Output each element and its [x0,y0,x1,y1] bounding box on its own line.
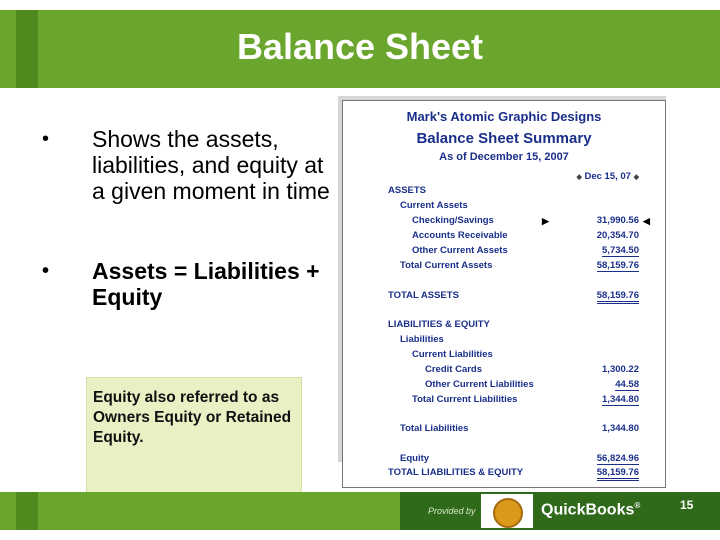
report-row[interactable] [343,260,665,274]
row-label: TOTAL ASSETS [388,290,459,301]
balance-sheet-report [342,100,666,488]
report-row[interactable] [343,364,665,378]
triangle-left-icon: ◀ [643,216,650,226]
bullet-dot: • [42,128,50,150]
report-row[interactable] [343,453,665,467]
row-label: Current Assets [400,200,468,211]
quickbooks-logo-icon [481,494,533,528]
footer-stripe [16,492,38,530]
row-label: ASSETS [388,185,427,196]
report-date: As of December 15, 2007 [439,151,569,163]
row-label: Current Liabilities [412,349,493,360]
report-row-selected[interactable] [343,215,665,229]
brand-name: QuickBooks [541,501,635,519]
row-label: Other Current Liabilities [425,379,534,390]
row-value: 58,159.76 [596,260,639,271]
row-label: TOTAL LIABILITIES & EQUITY [388,467,524,478]
quickbooks-brand [541,501,640,519]
equity-note-box [86,377,302,503]
row-value: 1,344.80 [602,423,639,434]
report-row [343,349,665,363]
row-label: Checking/Savings [412,215,494,226]
report-row [343,200,665,214]
bullet-text: Assets = Liabilities + Equity [92,258,320,310]
bullet-item [30,126,335,258]
column-header-label: Dec 15, 07 [584,171,631,182]
row-value: 1,300.22 [602,364,639,375]
bullet-text: Shows the assets, liabilities, and equity at a given moment in time [92,126,330,204]
row-label: LIABILITIES & EQUITY [388,319,490,330]
report-row[interactable] [343,423,665,437]
bullet-list [30,126,335,310]
diamond-icon: ◆ [576,174,582,181]
report-row[interactable] [343,467,665,481]
row-label: Total Liabilities [400,423,469,434]
row-value: 31,990.56 [596,215,639,226]
footer-bar [0,492,720,530]
row-value: 1,344.80 [602,394,639,405]
report-row [343,334,665,348]
row-value: 58,159.76 [597,290,639,304]
row-label: Credit Cards [425,364,483,375]
equity-note-text: Equity also referred to as Owners Equity or Retained Equity. [93,389,292,446]
report-row[interactable] [343,394,665,408]
report-row[interactable] [343,230,665,244]
bullet-item [30,258,335,310]
row-value: 58,159.76 [597,467,639,481]
row-value: 5,734.50 [602,245,639,256]
row-label: Total Current Assets [400,260,493,271]
coin-icon [493,498,523,528]
report-row [343,185,665,199]
row-label: Equity [400,453,430,464]
row-label: Total Current Liabilities [412,394,518,405]
report-row[interactable] [343,379,665,393]
report-column-header[interactable] [543,171,639,182]
report-company-name: Mark's Atomic Graphic Designs [406,109,602,124]
diamond-icon: ◆ [633,174,639,181]
brand-mark: ® [634,501,641,510]
page-number: 15 [680,498,694,512]
report-title: Balance Sheet Summary [416,130,592,147]
title-bar [0,10,720,88]
triangle-right-icon: ▶ [542,216,549,226]
provided-by-text: Provided by [428,506,476,516]
slide-title: Balance Sheet [236,26,484,67]
bullet-dot: • [42,260,50,282]
row-label: Liabilities [400,334,444,345]
row-label: Accounts Receivable [412,230,508,241]
report-row [343,319,665,333]
row-value: 20,354.70 [596,230,639,241]
row-label: Other Current Assets [412,245,508,256]
report-row[interactable] [343,290,665,304]
report-row[interactable] [343,245,665,259]
row-value: 44.58 [615,379,639,390]
row-value: 56,824.96 [596,453,639,464]
